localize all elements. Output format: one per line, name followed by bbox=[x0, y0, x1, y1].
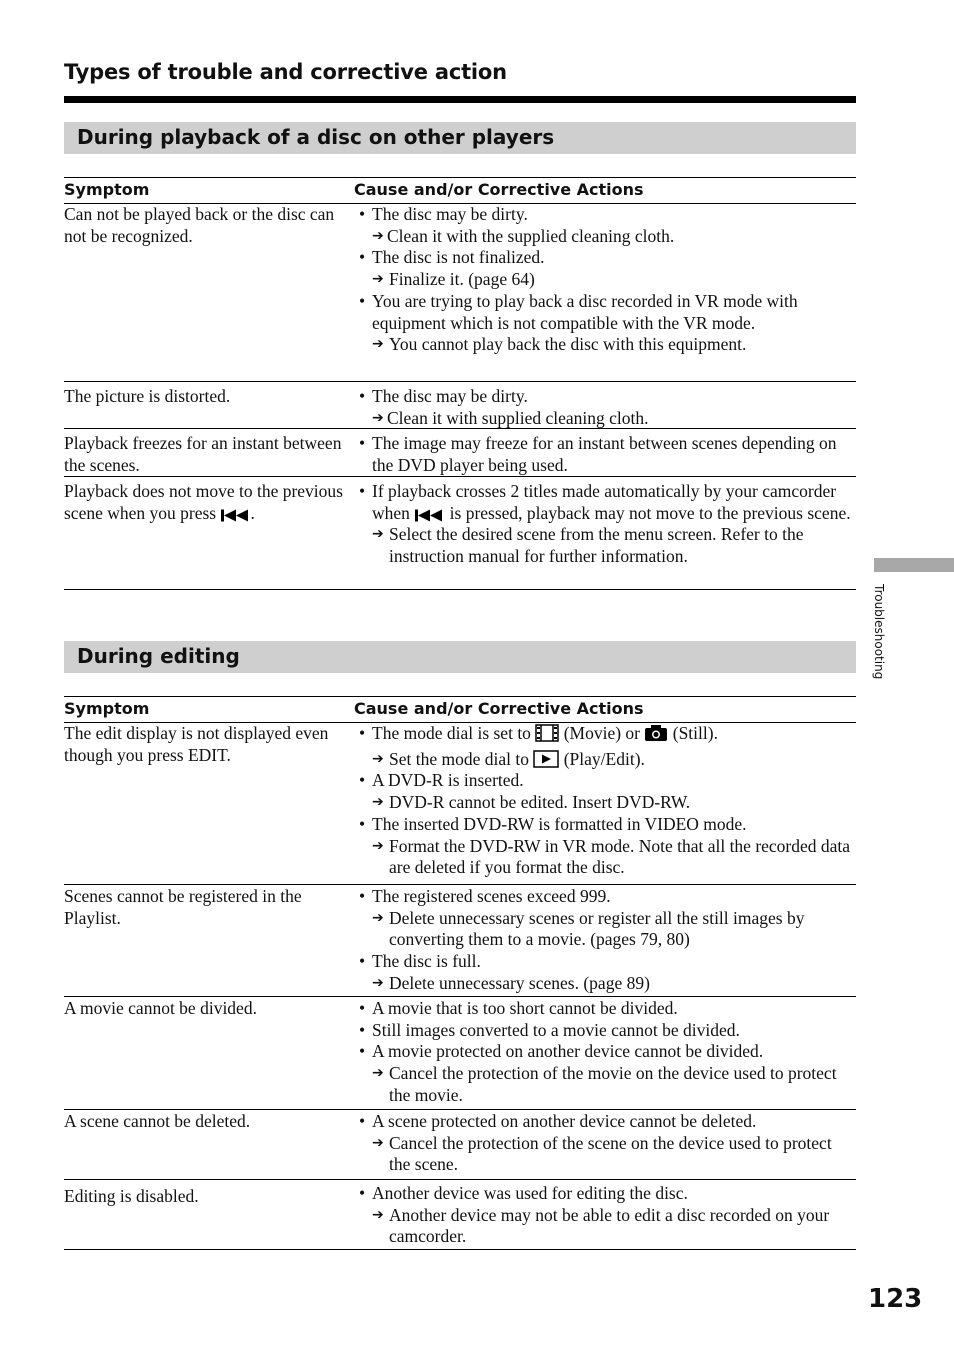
table-header bbox=[64, 177, 856, 204]
cause-cell bbox=[354, 433, 856, 476]
symptom-cell: Editing is disabled. bbox=[64, 1186, 199, 1206]
table-row bbox=[64, 885, 856, 997]
action-item: ➔ Cancel the protection of the scene on the device used to protect the scene. bbox=[372, 1132, 832, 1175]
cause-bullet: • The disc is not finalized. bbox=[357, 247, 856, 269]
table-row bbox=[64, 997, 856, 1110]
arrow-icon: ➔ bbox=[372, 750, 384, 767]
arrow-icon: ➔ bbox=[372, 1134, 384, 1151]
cause-cell bbox=[354, 886, 856, 996]
cause-cell bbox=[354, 204, 856, 381]
cause-cell bbox=[354, 1111, 856, 1179]
action-item: ➔ Finalize it. (page 64) bbox=[372, 269, 535, 290]
arrow-icon: ➔ bbox=[372, 227, 384, 244]
cause-bullet: • A movie protected on another device cannot be divided. bbox=[357, 1041, 856, 1063]
cause-bullet: • Still images converted to a movie cannot be divided. bbox=[357, 1020, 856, 1042]
cause-cell bbox=[354, 386, 856, 428]
action-item: ➔ Cancel the protection of the movie on the device used to protect the movie. bbox=[372, 1063, 837, 1105]
symptom-cell: Playback does not move to the previous scene when you press . bbox=[64, 481, 343, 523]
still-camera-icon bbox=[644, 724, 668, 742]
arrow-icon: ➔ bbox=[372, 794, 384, 811]
symptom-cell: Playback freezes for an instant between the scenes. bbox=[64, 433, 342, 475]
action-item: ➔ Set the mode dial to (Play/Edit). bbox=[372, 748, 645, 769]
cause-bullet: • The disc may be dirty. bbox=[357, 386, 856, 408]
table-row bbox=[64, 1110, 856, 1180]
cause-bullet: • The mode dial is set to (Movie) or (Still). bbox=[357, 723, 856, 745]
action-item: ➔ You cannot play back the disc with this equipment. bbox=[372, 334, 747, 355]
arrow-icon: ➔ bbox=[372, 909, 384, 926]
arrow-icon: ➔ bbox=[372, 271, 384, 288]
action-item: ➔ DVD-R cannot be edited. Insert DVD-RW. bbox=[372, 792, 691, 813]
cause-cell bbox=[354, 998, 856, 1109]
arrow-icon: ➔ bbox=[372, 974, 384, 991]
symptom-cell: A scene cannot be deleted. bbox=[64, 1111, 251, 1131]
cause-bullet: • The disc may be dirty. bbox=[357, 204, 856, 226]
cause-cell bbox=[354, 481, 856, 589]
action-item: ➔ Select the desired scene from the menu screen. Refer to the instruction manual for further information. bbox=[372, 524, 804, 567]
table-header bbox=[64, 696, 856, 723]
cause-bullet: • A movie that is too short cannot be divided. bbox=[357, 998, 856, 1020]
action-item: ➔ Delete unnecessary scenes or register all the still images by converting them to a movie. (pages 79, 80) bbox=[372, 907, 805, 950]
previous-scene-icon bbox=[414, 509, 445, 522]
movie-mode-icon bbox=[535, 724, 559, 742]
cause-bullet: • A scene protected on another device cannot be deleted. bbox=[357, 1111, 856, 1133]
cause-bullet: • The inserted DVD-RW is formatted in VIDEO mode. bbox=[357, 814, 856, 836]
symptom-cell: The edit display is not displayed even though you press EDIT. bbox=[64, 723, 329, 765]
column-header-cause: Cause and/or Corrective Actions bbox=[354, 180, 644, 199]
action-item: ➔ Clean it with supplied cleaning cloth. bbox=[372, 407, 649, 428]
arrow-icon: ➔ bbox=[372, 1065, 384, 1082]
section-header-editing bbox=[64, 641, 856, 673]
cause-bullet: • The registered scenes exceed 999. bbox=[357, 886, 856, 908]
page-heading: Types of trouble and corrective action bbox=[64, 60, 507, 84]
arrow-icon: ➔ bbox=[372, 837, 384, 854]
arrow-icon: ➔ bbox=[372, 526, 384, 543]
arrow-icon: ➔ bbox=[372, 409, 384, 426]
cause-bullet: • The disc is full. bbox=[357, 951, 856, 973]
table-row bbox=[64, 1180, 856, 1250]
action-item: ➔ Another device may not be able to edit a disc recorded on your camcorder. bbox=[372, 1204, 830, 1247]
section-header-playback bbox=[64, 122, 856, 154]
cause-bullet: • The image may freeze for an instant between scenes depending on the DVD player being used. bbox=[357, 433, 856, 476]
table-row bbox=[64, 723, 856, 885]
table-row bbox=[64, 477, 856, 590]
column-header-cause: Cause and/or Corrective Actions bbox=[354, 699, 644, 718]
section-title-playback: During playback of a disc on other players bbox=[77, 125, 555, 149]
column-header-symptom: Symptom bbox=[64, 180, 150, 199]
heading-rule bbox=[64, 96, 856, 103]
page-number: 123 bbox=[868, 1284, 923, 1314]
table-row bbox=[64, 382, 856, 429]
table-playback bbox=[64, 177, 856, 590]
table-editing bbox=[64, 696, 856, 1250]
section-title-editing: During editing bbox=[77, 644, 240, 668]
action-item: ➔ Format the DVD-RW in VR mode. Note that all the recorded data are deleted if you format the disc. bbox=[372, 835, 851, 878]
symptom-cell: The picture is distorted. bbox=[64, 386, 231, 406]
cause-cell bbox=[354, 723, 856, 884]
cause-bullet: • You are trying to play back a disc recorded in VR mode with equipment which is not compatible with the VR mode. bbox=[357, 291, 856, 334]
side-label-text: Troubleshooting bbox=[872, 584, 886, 680]
previous-scene-icon bbox=[220, 509, 250, 522]
cause-bullet: • Another device was used for editing the disc. bbox=[357, 1183, 856, 1205]
arrow-icon: ➔ bbox=[372, 336, 384, 353]
arrow-icon: ➔ bbox=[372, 1206, 384, 1223]
cause-bullet: • A DVD-R is inserted. bbox=[357, 770, 856, 792]
symptom-cell: Scenes cannot be registered in the Playlist. bbox=[64, 886, 302, 928]
play-edit-icon bbox=[533, 750, 559, 768]
column-header-symptom: Symptom bbox=[64, 699, 150, 718]
table-row bbox=[64, 204, 856, 382]
symptom-cell: Can not be played back or the disc can not be recognized. bbox=[64, 204, 335, 246]
table-row bbox=[64, 429, 856, 477]
cause-cell bbox=[354, 1183, 856, 1249]
action-item: ➔ Delete unnecessary scenes. (page 89) bbox=[372, 972, 650, 993]
side-tab-marker bbox=[874, 558, 954, 572]
cause-bullet: • If playback crosses 2 titles made automatically by your camcorder when is pressed, playback may not move to the previous scene. bbox=[357, 481, 856, 524]
action-item: ➔ Clean it with the supplied cleaning cloth. bbox=[372, 225, 675, 246]
symptom-cell: A movie cannot be divided. bbox=[64, 998, 257, 1018]
